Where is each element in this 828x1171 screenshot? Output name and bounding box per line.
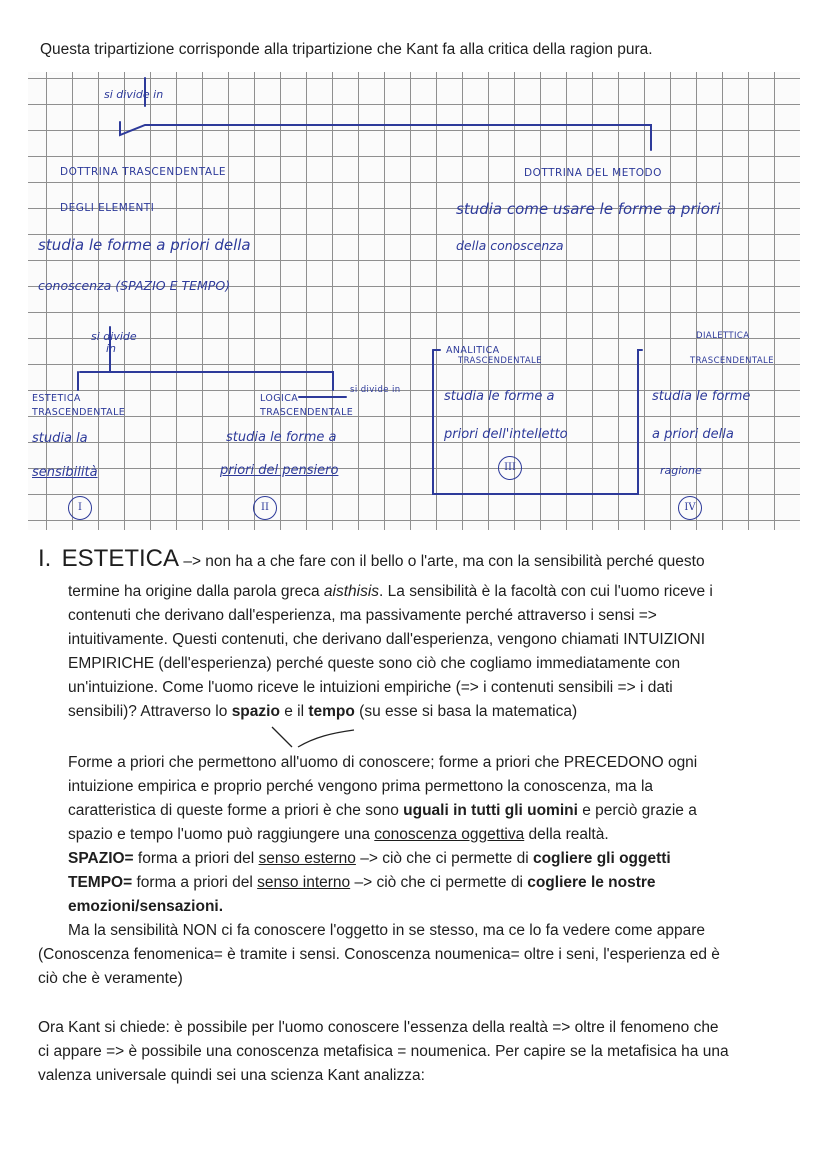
hw-dialettica-1: DIALETTICA: [696, 331, 750, 341]
hw-si-divide-mid-1: si divide: [91, 330, 137, 343]
logica-connector: [299, 350, 642, 494]
hw-estetica-3: studia la: [32, 431, 88, 446]
hw-dialettica-5: ragione: [660, 464, 702, 477]
hw-logica-si-divide: si divide in: [350, 385, 401, 395]
top-brace: [120, 78, 651, 150]
hw-logica-2: TRASCENDENTALE: [260, 407, 354, 418]
hw-logica-4: priori del pensiero: [220, 463, 339, 478]
section-number: I.: [38, 545, 52, 572]
hw-analitica-4: priori dell'intelletto: [444, 427, 568, 442]
section-title: [38, 545, 705, 573]
hw-si-divide-top: si divide in: [104, 88, 164, 101]
hw-estetica-2: TRASCENDENTALE: [32, 407, 126, 418]
hw-dialettica-4: a priori della: [652, 427, 734, 442]
hw-metodo-desc-2: della conoscenza: [456, 238, 564, 253]
hw-dottrina-metodo: DOTTRINA DEL METODO: [524, 167, 662, 179]
estetica-paragraph: termine ha origine dalla parola greca aisthisis. La sensibilità è la facoltà con cui l'uomo riceve i contenuti che derivano dall'esperienza, ma passivamente perché attraverso i sensi => intuitivamente. Questi contenuti, che derivano dall'esperienza, vengono chiamati INTUIZIONI EMPIRICHE (dell'esperienza) perché queste sono ciò che cogliamo immediatamente con un'intuizione. Come l'uomo riceve le intuizioni empiriche (=> i contenuti sensibili => i dati sensibili)? Attraverso lo spazio e il tempo (su esse si basa la matematica): [68, 583, 713, 720]
hw-dialettica-3: studia le forme: [652, 389, 751, 404]
hw-analitica-3: studia le forme a: [444, 389, 555, 404]
forme-paragraph: Forme a priori che permettono all'uomo di conoscere; forme a priori che PRECEDONO ogni intuizione empirica e proprio perché vengono prima permettono la conoscenza, ma la caratteristica di queste forme a priori è che sono uguali in tutti gli uomini e perciò grazie a spazio e tempo l'uomo può raggiungere una conoscenza oggettiva della realtà. SPAZIO= forma a priori del senso esterno –> ciò che ci permette di cogliere gli oggetti TEMPO= forma a priori del senso interno –> ciò che ci permette di cogliere le nostre emozioni/sensazioni. Ma la sensibilità NON ci fa conoscere l'oggetto in se stesso, ma ce lo fa vedere come appare: [68, 754, 706, 939]
hw-estetica-4: sensibilità: [32, 465, 98, 480]
estetica-number-badge: I: [68, 496, 92, 520]
hw-si-divide-mid-2: in: [106, 342, 117, 355]
hw-metodo-desc-1: studia come usare le forme a priori: [456, 200, 721, 218]
diagram-lines: [28, 72, 800, 530]
hw-dialettica-2: TRASCENDENTALE: [690, 356, 774, 366]
fenomenica-paragraph: (Conoscenza fenomenica= è tramite i sensi. Conoscenza noumenica= oltre i seni, l'esperienza ed è ciò che è veramente): [38, 946, 720, 987]
hw-estetica-1: ESTETICA: [32, 393, 81, 404]
hw-studia-forme-1: studia le forme a priori della: [38, 236, 251, 254]
section-heading-tail: –> non ha a che fare con il bello o l'arte, ma con la sensibilità perché questo: [179, 553, 705, 570]
dialettica-number-badge: IV: [678, 496, 702, 520]
analitica-number-badge: III: [498, 456, 522, 480]
hw-analitica-1: ANALITICA: [446, 345, 500, 356]
hw-analitica-2: TRASCENDENTALE: [458, 356, 542, 366]
arrow-pointer-icon: [270, 723, 360, 753]
section-heading: ESTETICA: [61, 545, 180, 572]
hw-logica-3: studia le forme a: [226, 430, 337, 445]
hw-dottrina-elementi-2: DEGLI ELEMENTI: [60, 202, 155, 214]
hw-dottrina-elementi-1: DOTTRINA TRASCENDENTALE: [60, 166, 227, 178]
handwritten-diagram: [28, 72, 800, 530]
intro-sentence: Questa tripartizione corrisponde alla tripartizione che Kant fa alla critica della ragion pura.: [40, 41, 653, 58]
logica-number-badge: II: [253, 496, 277, 520]
hw-studia-forme-2: conoscenza (SPAZIO E TEMPO): [38, 278, 231, 293]
hw-logica-1: LOGICA: [260, 393, 299, 404]
ora-kant-paragraph: Ora Kant si chiede: è possibile per l'uomo conoscere l'essenza della realtà => oltre il fenomeno che ci appare => è possibile una conoscenza metafisica = noumenica. Per capire se la metafisica ha una valenza universale quindi sei una scienza Kant analizza:: [38, 1019, 729, 1084]
